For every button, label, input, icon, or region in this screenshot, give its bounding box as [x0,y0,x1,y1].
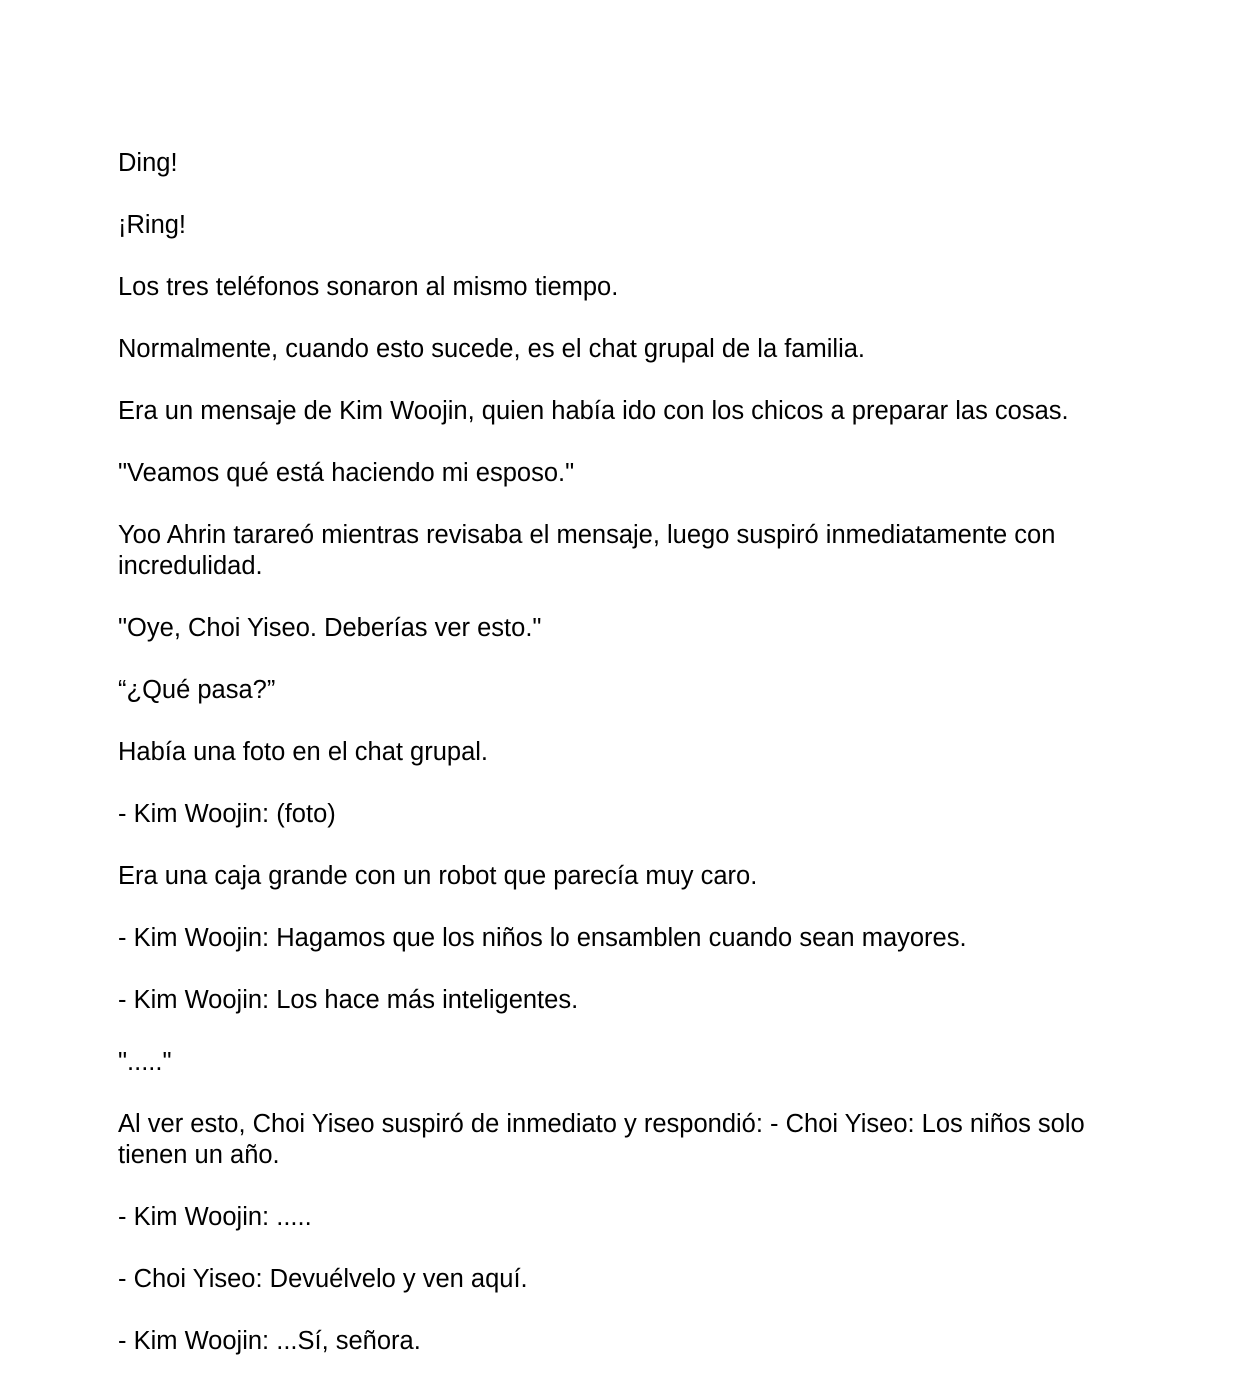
paragraph: Era un mensaje de Kim Woojin, quien había ido con los chicos a preparar las cosas. [118,397,1069,425]
paragraph: Yoo Ahrin tarareó mientras revisaba el mensaje, luego suspiró inmediatamente con incredulidad. [118,521,1063,580]
paragraph: Al ver esto, Choi Yiseo suspiró de inmediato y respondió: - Choi Yiseo: Los niños solo tienen un año. [118,1110,1092,1169]
paragraph: Normalmente, cuando esto sucede, es el chat grupal de la familia. [118,335,865,363]
paragraph: - Choi Yiseo: Devuélvelo y ven aquí. [118,1265,528,1293]
paragraph: - Kim Woojin: ..... [118,1203,312,1231]
paragraph: - Kim Woojin: Los hace más inteligentes. [118,986,579,1014]
paragraph: ¡Ring! [118,211,187,239]
paragraph: Ding! [118,149,178,177]
paragraph: "Veamos qué está haciendo mi esposo." [118,459,575,487]
paragraph: "....." [118,1048,172,1076]
paragraph: Había una foto en el chat grupal. [118,738,489,766]
paragraph: - Kim Woojin: ...Sí, señora. [118,1327,421,1355]
paragraph: Los tres teléfonos sonaron al mismo tiempo. [118,273,619,301]
document-body [118,148,1128,1388]
paragraph: “¿Qué pasa?” [118,676,276,704]
paragraph: "Oye, Choi Yiseo. Deberías ver esto." [118,614,542,642]
paragraph: Era una caja grande con un robot que parecía muy caro. [118,862,758,890]
paragraph: - Kim Woojin: (foto) [118,800,336,828]
paragraph: - Kim Woojin: Hagamos que los niños lo ensamblen cuando sean mayores. [118,924,967,952]
